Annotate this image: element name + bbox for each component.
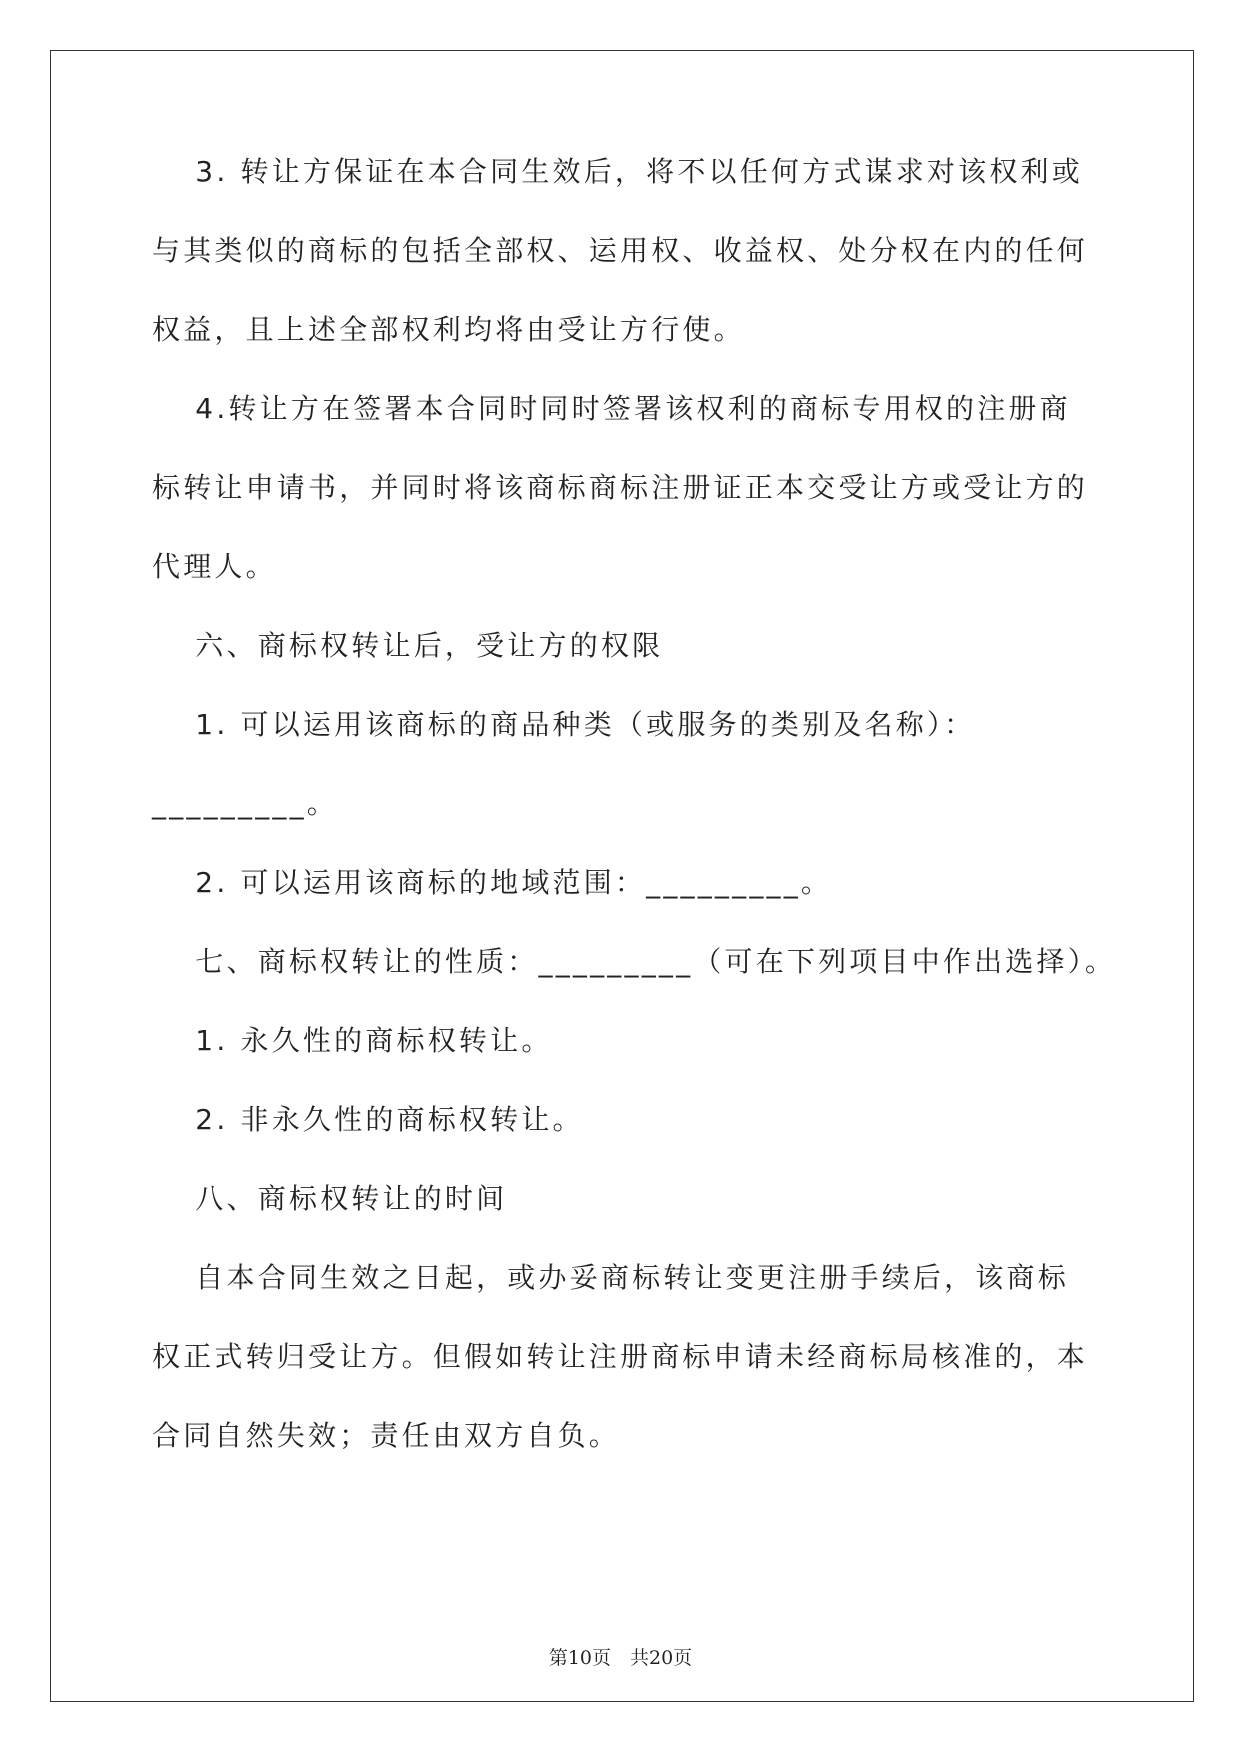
list-item: 1. 永久性的商标权转让。 xyxy=(152,1024,553,1057)
section-heading: 七、商标权转让的性质：_________（可在下列项目中作出选择）。 xyxy=(152,945,1117,978)
paragraph-line: 2. 可以运用该商标的地域范围：_________。 xyxy=(152,866,833,899)
paragraph-line: 与其类似的商标的包括全部权、运用权、收益权、处分权在内的任何 xyxy=(152,234,1089,267)
paragraph-line: 代理人。 xyxy=(152,550,277,583)
paragraph-line: 3. 转让方保证在本合同生效后，将不以任何方式谋求对该权利或 xyxy=(152,155,1083,188)
paragraph-line: 1. 可以运用该商标的商品种类（或服务的类别及名称）： xyxy=(152,708,976,741)
section-heading: 六、商标权转让后，受让方的权限 xyxy=(152,629,664,662)
list-item: 2. 非永久性的商标权转让。 xyxy=(152,1103,584,1136)
section-heading: 八、商标权转让的时间 xyxy=(152,1182,508,1215)
paragraph-line: 4.转让方在签署本合同时同时签署该权利的商标专用权的注册商 xyxy=(152,392,1071,425)
blank-fill-line: _________。 xyxy=(152,787,339,820)
paragraph-line: 合同自然失效；责任由双方自负。 xyxy=(152,1419,621,1452)
paragraph-line: 自本合同生效之日起，或办妥商标转让变更注册手续后，该商标 xyxy=(152,1261,1069,1294)
page-number-footer: 第10页 共20页 xyxy=(548,1647,693,1669)
paragraph-line: 标转让申请书，并同时将该商标商标注册证正本交受让方或受让方的 xyxy=(152,471,1089,504)
paragraph-line: 权正式转归受让方。但假如转让注册商标申请未经商标局核准的，本 xyxy=(152,1340,1089,1373)
paragraph-line: 权益，且上述全部权利均将由受让方行使。 xyxy=(152,313,745,346)
